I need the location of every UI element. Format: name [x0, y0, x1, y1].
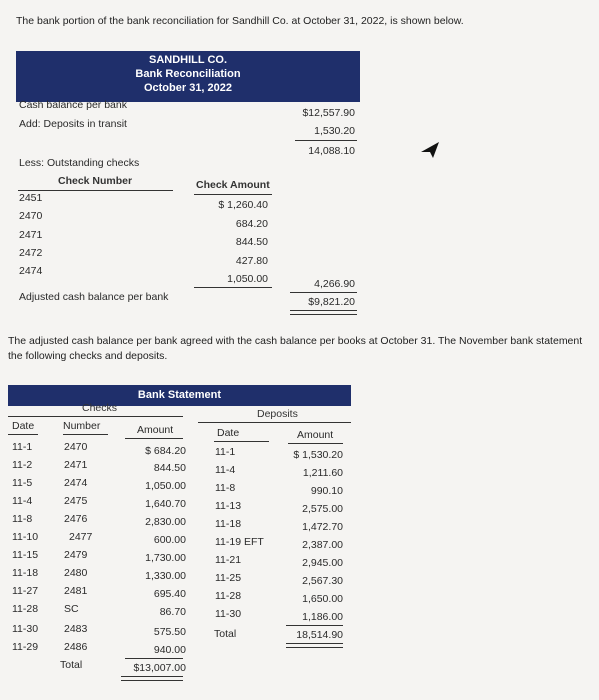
deposit-amount: 990.10	[310, 485, 343, 497]
check-date: 11-30	[12, 623, 39, 635]
check-date: 11-8	[12, 513, 33, 525]
deposit-amount: 1,211.60	[302, 467, 343, 479]
outstanding-total: 4,266.90	[314, 278, 355, 290]
check-number: 2474	[64, 477, 88, 489]
company-name: SANDHILL CO.	[148, 54, 228, 66]
check-number: 2471	[19, 229, 43, 241]
check-amount: 600.00	[153, 534, 186, 546]
check-date: 11-28	[12, 603, 39, 615]
deposits-total-label: Total	[214, 628, 237, 640]
check-number: 2470	[64, 441, 88, 453]
deposits-total-value: 18,514.90	[296, 629, 343, 641]
deposit-date: 11-21	[215, 554, 242, 566]
check-amount: 1,730.00	[145, 552, 186, 564]
check-amount: 844.50	[153, 462, 186, 474]
check-number: 2470	[19, 210, 43, 222]
check-number-header: Check Number	[58, 175, 133, 187]
check-amount: 1,330.00	[145, 570, 186, 582]
cash-balance-label: Cash balance per bank	[19, 99, 127, 111]
check-number: 2486	[64, 641, 88, 653]
check-date: 11-27	[12, 585, 39, 597]
checks-header: Checks	[82, 402, 118, 414]
check-date: 11-29	[12, 641, 39, 653]
deposit-amount: 1,186.00	[302, 611, 343, 623]
check-amount: 844.50	[235, 236, 268, 248]
check-date: 11-2	[12, 459, 33, 471]
check-number: 2479	[64, 549, 88, 561]
report-title: Bank Reconciliation	[135, 68, 241, 80]
deposit-amount: 1,472.70	[302, 521, 343, 533]
bank-statement-header: Bank Statement	[8, 385, 351, 406]
column-deposit-date: Date	[217, 427, 240, 439]
check-date: 11-5	[12, 477, 33, 489]
check-amount: 86.70	[159, 606, 186, 618]
checks-total-value: $13,007.00	[133, 662, 186, 674]
deposits-value: 1,530.20	[314, 125, 355, 137]
deposit-date: 11-8	[215, 482, 236, 494]
column-amount: Amount	[137, 424, 174, 436]
deposit-amount: 1,650.00	[302, 593, 343, 605]
deposit-date: 11-18	[215, 518, 242, 530]
check-amount: 695.40	[153, 588, 186, 600]
column-deposit-amount: Amount	[297, 429, 334, 441]
check-amount: 2,830.00	[145, 516, 186, 528]
check-date: 11-18	[12, 567, 39, 579]
paragraph-line-1: The adjusted cash balance per bank agreed with the cash balance per books at October 31. The November bank statement	[8, 335, 583, 347]
deposit-date: 11-19 EFT	[215, 536, 264, 548]
check-amount: 1,640.70	[145, 498, 186, 510]
reconciliation-header	[16, 51, 360, 102]
check-amount: 427.80	[235, 255, 268, 267]
adjusted-balance-label: Adjusted cash balance per bank	[19, 291, 169, 303]
deposit-date: 11-4	[215, 464, 236, 476]
outstanding-checks-label: Less: Outstanding checks	[19, 157, 140, 169]
check-number: 2472	[19, 247, 43, 259]
deposit-date: 11-28	[215, 590, 242, 602]
intro-text: The bank portion of the bank reconciliation for Sandhill Co. at October 31, 2022, is shown below.	[16, 15, 464, 27]
check-amount: 940.00	[153, 644, 186, 656]
check-amount-header: Check Amount	[196, 179, 270, 191]
check-number: SC	[64, 603, 79, 615]
check-number: 2474	[19, 265, 43, 277]
check-date: 11-15	[12, 549, 39, 561]
check-date: 11-4	[12, 495, 33, 507]
check-amount: $ 684.20	[145, 445, 186, 457]
checks-total-label: Total	[60, 659, 83, 671]
check-number: 2483	[64, 623, 88, 635]
check-number: 2471	[64, 459, 88, 471]
check-number: 2481	[64, 585, 88, 597]
check-date: 11-1	[12, 441, 33, 453]
check-amount: 575.50	[153, 626, 186, 638]
cash-balance-value: $12,557.90	[302, 107, 355, 119]
deposit-date: 11-1	[215, 446, 236, 458]
check-amount: $ 1,260.40	[218, 199, 268, 211]
report-date: October 31, 2022	[143, 82, 233, 94]
deposits-header: Deposits	[257, 408, 298, 420]
column-date: Date	[12, 420, 35, 432]
check-number: 2480	[64, 567, 88, 579]
check-number: 2475	[64, 495, 88, 507]
deposit-date: 11-25	[215, 572, 242, 584]
check-number: 2477	[69, 531, 93, 543]
check-date: 11-10	[12, 531, 39, 543]
deposit-date: 11-13	[215, 500, 242, 512]
deposit-date: 11-30	[215, 608, 242, 620]
deposit-amount: 2,567.30	[302, 575, 343, 587]
check-number: 2476	[64, 513, 88, 525]
deposit-amount: 2,945.00	[302, 557, 343, 569]
paragraph-line-2: the following checks and deposits.	[8, 350, 168, 362]
column-number: Number	[63, 420, 101, 432]
deposit-amount: 2,575.00	[302, 503, 343, 515]
check-amount: 1,050.00	[227, 273, 268, 285]
deposit-amount: $ 1,530.20	[293, 449, 343, 461]
cursor-arrow-icon	[419, 140, 441, 160]
adjusted-balance-value: $9,821.20	[308, 296, 355, 308]
subtotal-value: 14,088.10	[308, 145, 355, 157]
check-number: 2451	[19, 192, 43, 204]
deposit-amount: 2,387.00	[302, 539, 343, 551]
check-amount: 1,050.00	[145, 480, 186, 492]
check-amount: 684.20	[235, 218, 268, 230]
deposits-label: Add: Deposits in transit	[19, 118, 127, 130]
